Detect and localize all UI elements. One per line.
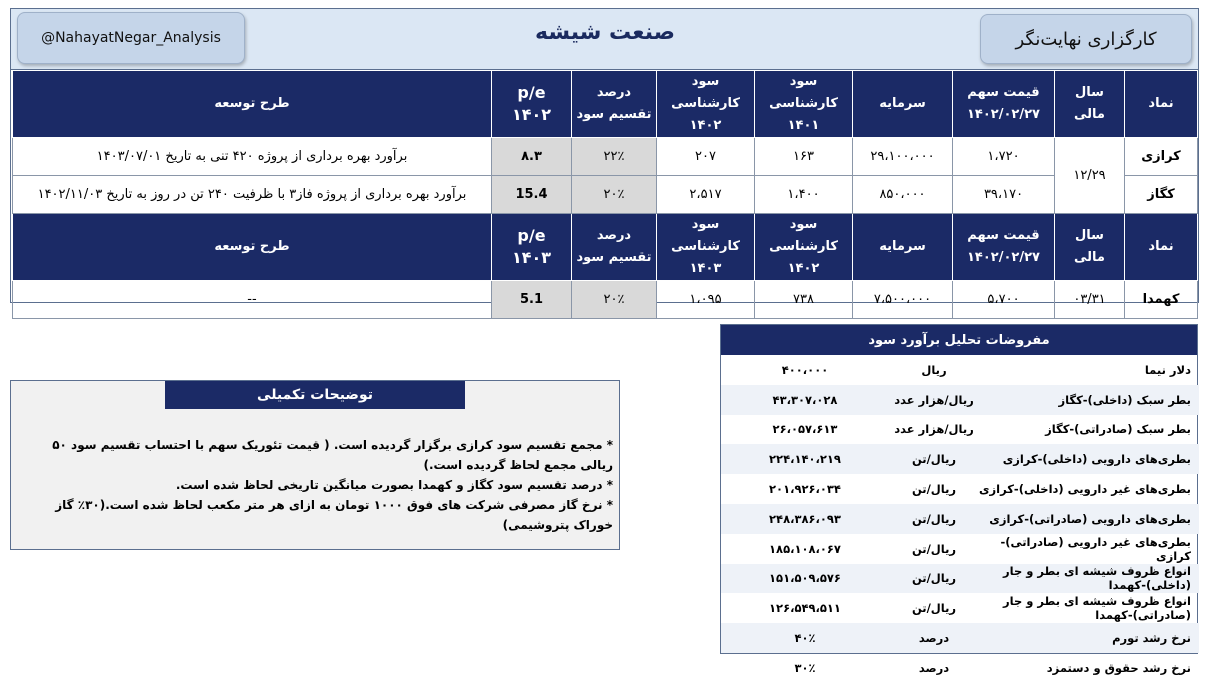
assumption-name: دلار نیما <box>1144 362 1191 377</box>
symbol-cell: کگاز <box>1125 176 1198 214</box>
eps-cell: ۲۰۷ <box>657 138 755 176</box>
assumption-value: ۴۳،۳۰۷،۰۲۸ <box>721 385 889 415</box>
note-line: * مجمع تقسیم سود کرازی برگزار گردیده است. ( قیمت تئوریک سهم با احتساب تقسیم سود ۵۰ ریالی مجمع لحاظ گردیده است.) <box>52 438 613 472</box>
assumption-value: ۱۲۶،۵۴۹،۵۱۱ <box>769 601 841 616</box>
assumptions-table <box>721 355 1199 683</box>
col-header: قیمت سهم ۱۴۰۲/۰۲/۲۷ <box>953 214 1055 281</box>
col-header: سود کارشناسی ۱۴۰۲ <box>657 71 755 138</box>
col-header: قیمت سهم ۱۴۰۲/۰۲/۲۷ <box>953 71 1055 138</box>
table2-header-row <box>13 214 1198 281</box>
capital-cell: ۷،۵۰۰،۰۰۰ <box>853 281 953 319</box>
fiscal-year-cell: ۰۳/۳۱ <box>1055 281 1125 319</box>
table-row <box>13 138 1198 176</box>
col-header: درصد تقسیم سود <box>572 71 657 138</box>
assumption-value: ۲۲۴،۱۴۰،۲۱۹ <box>721 444 889 474</box>
eps-cell: ۲،۵۱۷ <box>657 176 755 214</box>
assumption-row <box>721 355 1199 385</box>
assumption-unit: ریال/تن <box>911 541 957 556</box>
assumption-value: ۱۸۵،۱۰۸،۰۶۷ <box>769 541 841 556</box>
notes-panel <box>10 380 620 550</box>
assumption-value: ۱۵۱،۵۰۹،۵۷۶ <box>721 564 889 594</box>
assumption-row <box>721 564 1199 594</box>
symbol-cell: کهمدا <box>1125 281 1198 319</box>
price-cell: ۵،۷۰۰ <box>953 281 1055 319</box>
payout-cell: ۲۲٪ <box>572 138 657 176</box>
col-header: سود کارشناسی ۱۴۰۲ <box>755 214 853 281</box>
assumption-unit: ریال/هزار عدد <box>894 422 974 437</box>
eps-cell: ۷۳۸ <box>755 281 853 319</box>
capital-cell: ۲۹،۱۰۰،۰۰۰ <box>853 138 953 176</box>
assumption-unit: ریال/تن <box>889 444 979 474</box>
assumption-value: ۲۰۱،۹۲۶،۰۳۴ <box>769 482 841 497</box>
eps-cell: ۱۶۳ <box>755 138 853 176</box>
assumption-value: ۳۰٪ <box>794 660 816 675</box>
symbol-cell: کرازی <box>1125 138 1198 176</box>
assumption-unit: ریال/هزار عدد <box>889 385 979 415</box>
assumption-unit: ریال/تن <box>911 482 957 497</box>
assumption-name: انواع ظروف شیشه ای بطر و جار (داخلی)-کهمدا <box>979 564 1199 594</box>
assumption-value: ۲۶،۰۵۷،۶۱۳ <box>772 422 838 437</box>
assumption-row <box>721 653 1199 683</box>
assumption-row <box>721 474 1199 504</box>
assumption-name: بطری‌های غیر دارویی (داخلی)-کرازی <box>978 482 1191 497</box>
col-header: سال مالی <box>1055 71 1125 138</box>
table-row <box>13 281 1198 319</box>
col-header: سود کارشناسی ۱۴۰۱ <box>755 71 853 138</box>
page-title: صنعت شیشه <box>535 20 675 45</box>
col-header: طرح توسعه <box>13 71 492 138</box>
assumption-value: ۴۰٪ <box>721 623 889 653</box>
pe-cell: 5.1 <box>492 281 572 319</box>
assumption-row <box>721 415 1199 445</box>
assumption-name: بطر سبک (داخلی)-کگاز <box>979 385 1199 415</box>
assumption-unit: ریال/تن <box>911 601 957 616</box>
price-cell: ۱،۷۲۰ <box>953 138 1055 176</box>
eps-cell: ۱،۰۹۵ <box>657 281 755 319</box>
notes-title: توضیحات تکمیلی <box>165 381 465 409</box>
col-header: p/e ۱۴۰۳ <box>492 214 572 281</box>
assumption-name: بطر سبک (صادراتی)-کگاز <box>1045 422 1191 437</box>
plan-cell: -- <box>13 281 492 319</box>
assumption-name: انواع ظروف شیشه ای بطر و جار (صادراتی)-کهمدا <box>1003 594 1191 623</box>
assumption-unit: ریال/تن <box>889 564 979 594</box>
col-header: درصد تقسیم سود <box>572 214 657 281</box>
price-cell: ۳۹،۱۷۰ <box>953 176 1055 214</box>
assumption-row <box>721 444 1199 474</box>
assumptions-title: مفروضات تحلیل برآورد سود <box>721 325 1197 355</box>
col-header: سرمایه <box>853 214 953 281</box>
assumption-unit: ریال <box>921 362 947 377</box>
col-header: نماد <box>1125 71 1198 138</box>
assumption-row <box>721 593 1199 623</box>
pe-cell: ۸.۳ <box>492 138 572 176</box>
pe-cell: 15.4 <box>492 176 572 214</box>
assumption-value: ۴۰۰،۰۰۰ <box>781 362 829 377</box>
note-line: * درصد تقسیم سود کگاز و کهمدا بصورت میانگین تاریخی لحاظ شده است. <box>175 478 613 492</box>
assumption-name: نرخ رشد حقوق و دستمزد <box>1046 660 1191 675</box>
notes-body <box>11 409 619 535</box>
assumption-row <box>721 623 1199 653</box>
assumption-name: بطری‌های غیر دارویی (صادراتی)-کرازی <box>1000 534 1191 563</box>
companies-table <box>12 70 1198 319</box>
assumption-row <box>721 385 1199 415</box>
assumption-unit: درصد <box>918 660 950 675</box>
assumption-row <box>721 534 1199 564</box>
agency-badge <box>980 14 1192 64</box>
col-header: سرمایه <box>853 71 953 138</box>
col-header: سود کارشناسی ۱۴۰۳ <box>657 214 755 281</box>
assumptions-panel <box>720 324 1198 675</box>
payout-cell: ۲۰٪ <box>572 176 657 214</box>
handle-badge <box>17 12 245 64</box>
handle-text: @NahayatNegar_Analysis <box>41 30 221 46</box>
fiscal-year-cell: ۱۲/۲۹ <box>1055 138 1125 214</box>
assumption-name: بطری‌های دارویی (داخلی)-کرازی <box>979 444 1199 474</box>
table-row <box>13 176 1198 214</box>
col-header: p/e ۱۴۰۲ <box>492 71 572 138</box>
assumption-unit: درصد <box>889 623 979 653</box>
capital-cell: ۸۵۰،۰۰۰ <box>853 176 953 214</box>
agency-name: کارگزاری نهایت‌نگر <box>1015 28 1157 50</box>
col-header: نماد <box>1125 214 1198 281</box>
assumption-value: ۲۴۸،۳۸۶،۰۹۳ <box>721 504 889 534</box>
assumption-name: بطری‌های دارویی (صادراتی)-کرازی <box>979 504 1199 534</box>
plan-cell: برآورد بهره برداری از پروژه فاز۳ با ظرفیت ۲۴۰ تن در روز به تاریخ ۱۴۰۲/۱۱/۰۳ <box>13 176 492 214</box>
col-header: طرح توسعه <box>13 214 492 281</box>
eps-cell: ۱،۴۰۰ <box>755 176 853 214</box>
table1-header-row <box>13 71 1198 138</box>
assumption-row <box>721 504 1199 534</box>
assumption-unit: ریال/تن <box>889 504 979 534</box>
assumption-name: نرخ رشد تورم <box>979 623 1199 653</box>
payout-cell: ۲۰٪ <box>572 281 657 319</box>
plan-cell: برآورد بهره برداری از پروژه ۴۲۰ تنی به تاریخ ۱۴۰۳/۰۷/۰۱ <box>13 138 492 176</box>
note-line: * نرخ گاز مصرفی شرکت های فوق ۱۰۰۰ تومان به ازای هر متر مکعب لحاظ شده است.(۳۰٪ گاز خوراک پتروشیمی) <box>55 498 613 532</box>
col-header: سال مالی <box>1055 214 1125 281</box>
